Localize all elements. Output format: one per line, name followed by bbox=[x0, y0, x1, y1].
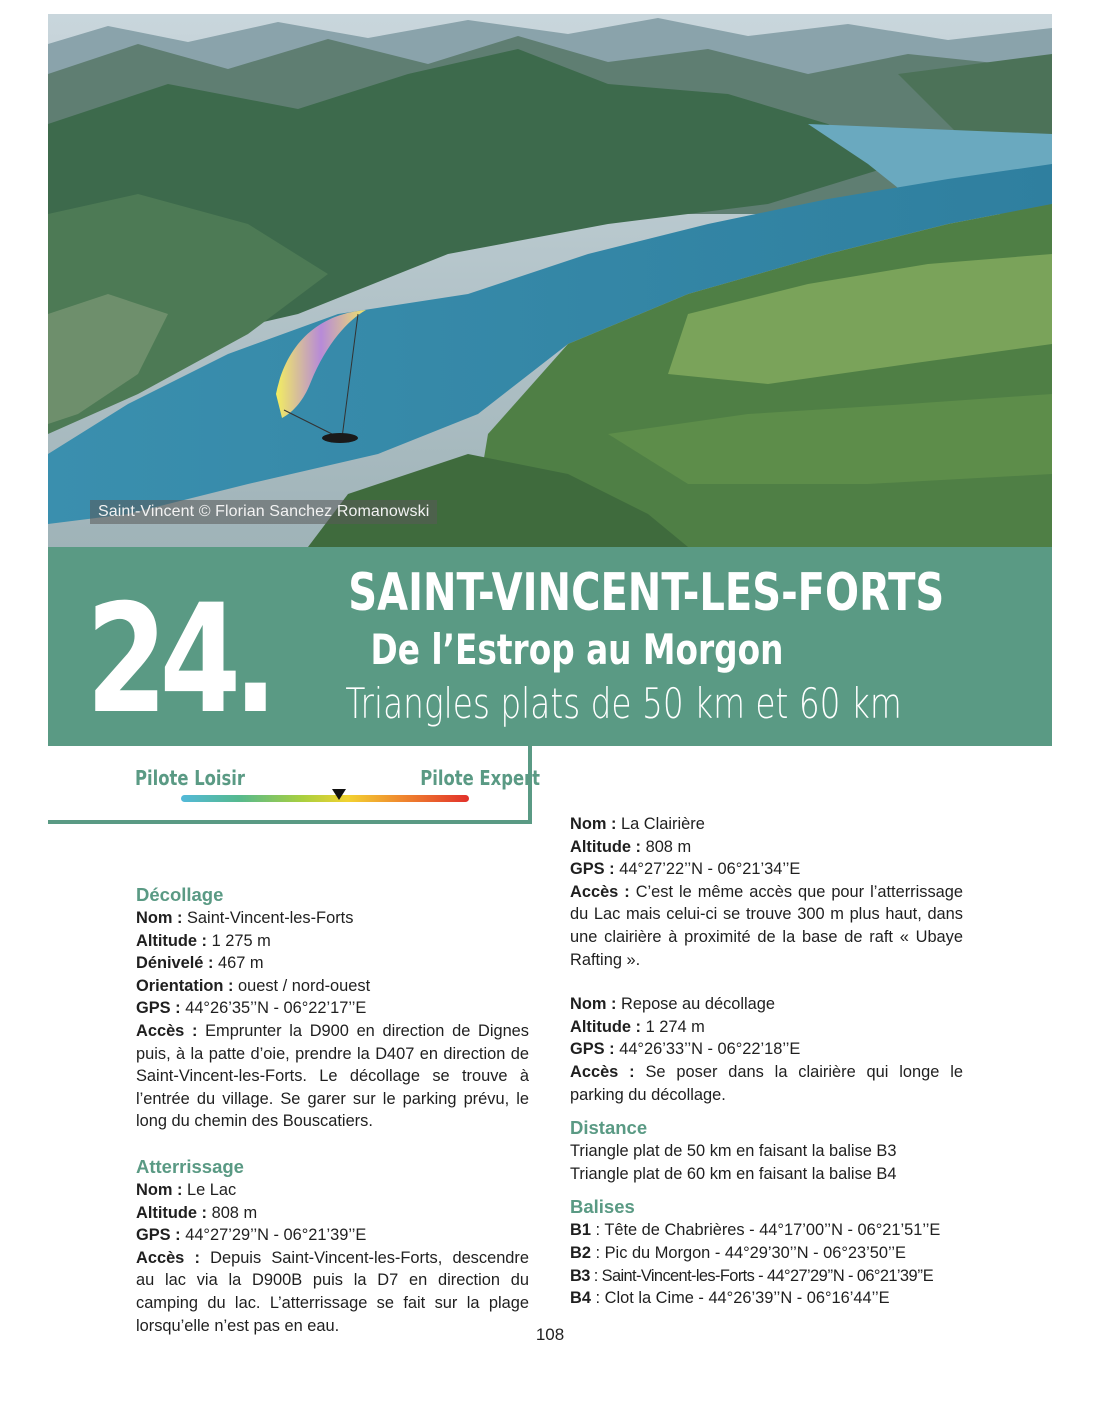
atterrissage-heading: Atterrissage bbox=[136, 1155, 244, 1177]
left-column bbox=[136, 883, 529, 1337]
decollage-nom: Nom : Saint-Vincent-les-Forts bbox=[136, 909, 354, 927]
page-number: 108 bbox=[535, 1325, 565, 1344]
difficulty-gradient-bar bbox=[181, 795, 469, 802]
clairiere-acces: Accès : C’est le même accès que pour l’atterrissage du Lac mais celui-ci se trouve 300 m plus haut, dans une clairière à proximité de la base de raft « Ubaye Rafting ». bbox=[570, 882, 964, 969]
decollage-orientation: Orientation : ouest / nord-ouest bbox=[136, 976, 371, 995]
clairiere-nom: Nom : La Clairière bbox=[570, 815, 705, 833]
spacer bbox=[570, 1185, 963, 1195]
spacer bbox=[136, 1133, 529, 1155]
clairiere-altitude: Altitude : 808 m bbox=[570, 837, 692, 856]
repose-nom: Nom : Repose au décollage bbox=[570, 995, 776, 1014]
route-subtitle: De l’Estrop au Morgon bbox=[370, 625, 784, 674]
landscape-photo bbox=[48, 14, 1052, 547]
atterrissage-nom: Nom : Le Lac bbox=[136, 1180, 237, 1199]
decollage-altitude: Altitude : 1 275 m bbox=[136, 931, 271, 950]
repose-acces: Accès : Se poser dans la clairière qui longe le parking du décollage. bbox=[570, 1062, 964, 1104]
distance-line: Triangle plat de 50 km en faisant la balise B3 bbox=[570, 1142, 897, 1161]
photo-caption: Saint-Vincent © Florian Sanchez Romanowski bbox=[90, 500, 437, 524]
balise-item: B3 : Saint-Vincent-les-Forts - 44°27’29’’N - 06°21’39’’E bbox=[570, 1266, 934, 1285]
balises-heading: Balises bbox=[570, 1196, 635, 1218]
balise-item: B1 : Tête de Chabrières - 44°17’00’’N - 06°21’51’’E bbox=[570, 1221, 941, 1240]
repose-gps: GPS : 44°26’33’’N - 06°22’18’’E bbox=[570, 1040, 801, 1059]
decollage-acces: Accès : Emprunter la D900 en direction de Dignes puis, à la patte d’oie, prendre la D407 en direction de Saint-Vincent-les-Forts. Le décollage se trouve à l’entrée du village. Se garer sur le parking prévu, le long du chemin des Bouscatiers. bbox=[136, 1021, 529, 1131]
decollage-gps: GPS : 44°26’35’’N - 06°22’17’’E bbox=[136, 999, 367, 1018]
spacer bbox=[570, 1106, 963, 1116]
clairiere-gps: GPS : 44°27’22’’N - 06°21’34’’E bbox=[570, 860, 801, 879]
level-min-label: Pilote Loisir bbox=[135, 766, 246, 790]
atterrissage-altitude: Altitude : 808 m bbox=[136, 1203, 258, 1222]
route-number: 24. bbox=[86, 573, 270, 747]
route-description: Triangles plats de 50 km et 60 km bbox=[345, 679, 902, 728]
atterrissage-acces: Accès : Depuis Saint-Vincent-les-Forts, descendre au lac via la D900B puis la D7 en direction du camping du lac. L’atterrissage se fait sur la plage lorsqu’elle n’est pas en eau. bbox=[136, 1248, 529, 1335]
spacer bbox=[570, 971, 963, 993]
difficulty-marker-icon bbox=[332, 789, 346, 800]
level-max-label: Pilote Expert bbox=[420, 766, 540, 790]
right-column bbox=[570, 813, 963, 1310]
balise-item: B2 : Pic du Morgon - 44°29’30’’N - 06°23’50’’E bbox=[570, 1243, 906, 1262]
decollage-heading: Décollage bbox=[136, 884, 224, 905]
decollage-denivele: Dénivelé : 467 m bbox=[136, 954, 264, 973]
repose-altitude: Altitude : 1 274 m bbox=[570, 1017, 705, 1036]
route-title: SAINT-VINCENT-LES-FORTS bbox=[348, 563, 945, 623]
atterrissage-gps: GPS : 44°27’29’’N - 06°21’39’’E bbox=[136, 1226, 367, 1245]
distance-line: Triangle plat de 60 km en faisant la balise B4 bbox=[570, 1164, 897, 1183]
distance-heading: Distance bbox=[570, 1117, 648, 1139]
lake-valley-paraglider-image bbox=[48, 14, 1052, 547]
balise-item: B4 : Clot la Cime - 44°26’39’’N - 06°16’44’’E bbox=[570, 1289, 890, 1308]
